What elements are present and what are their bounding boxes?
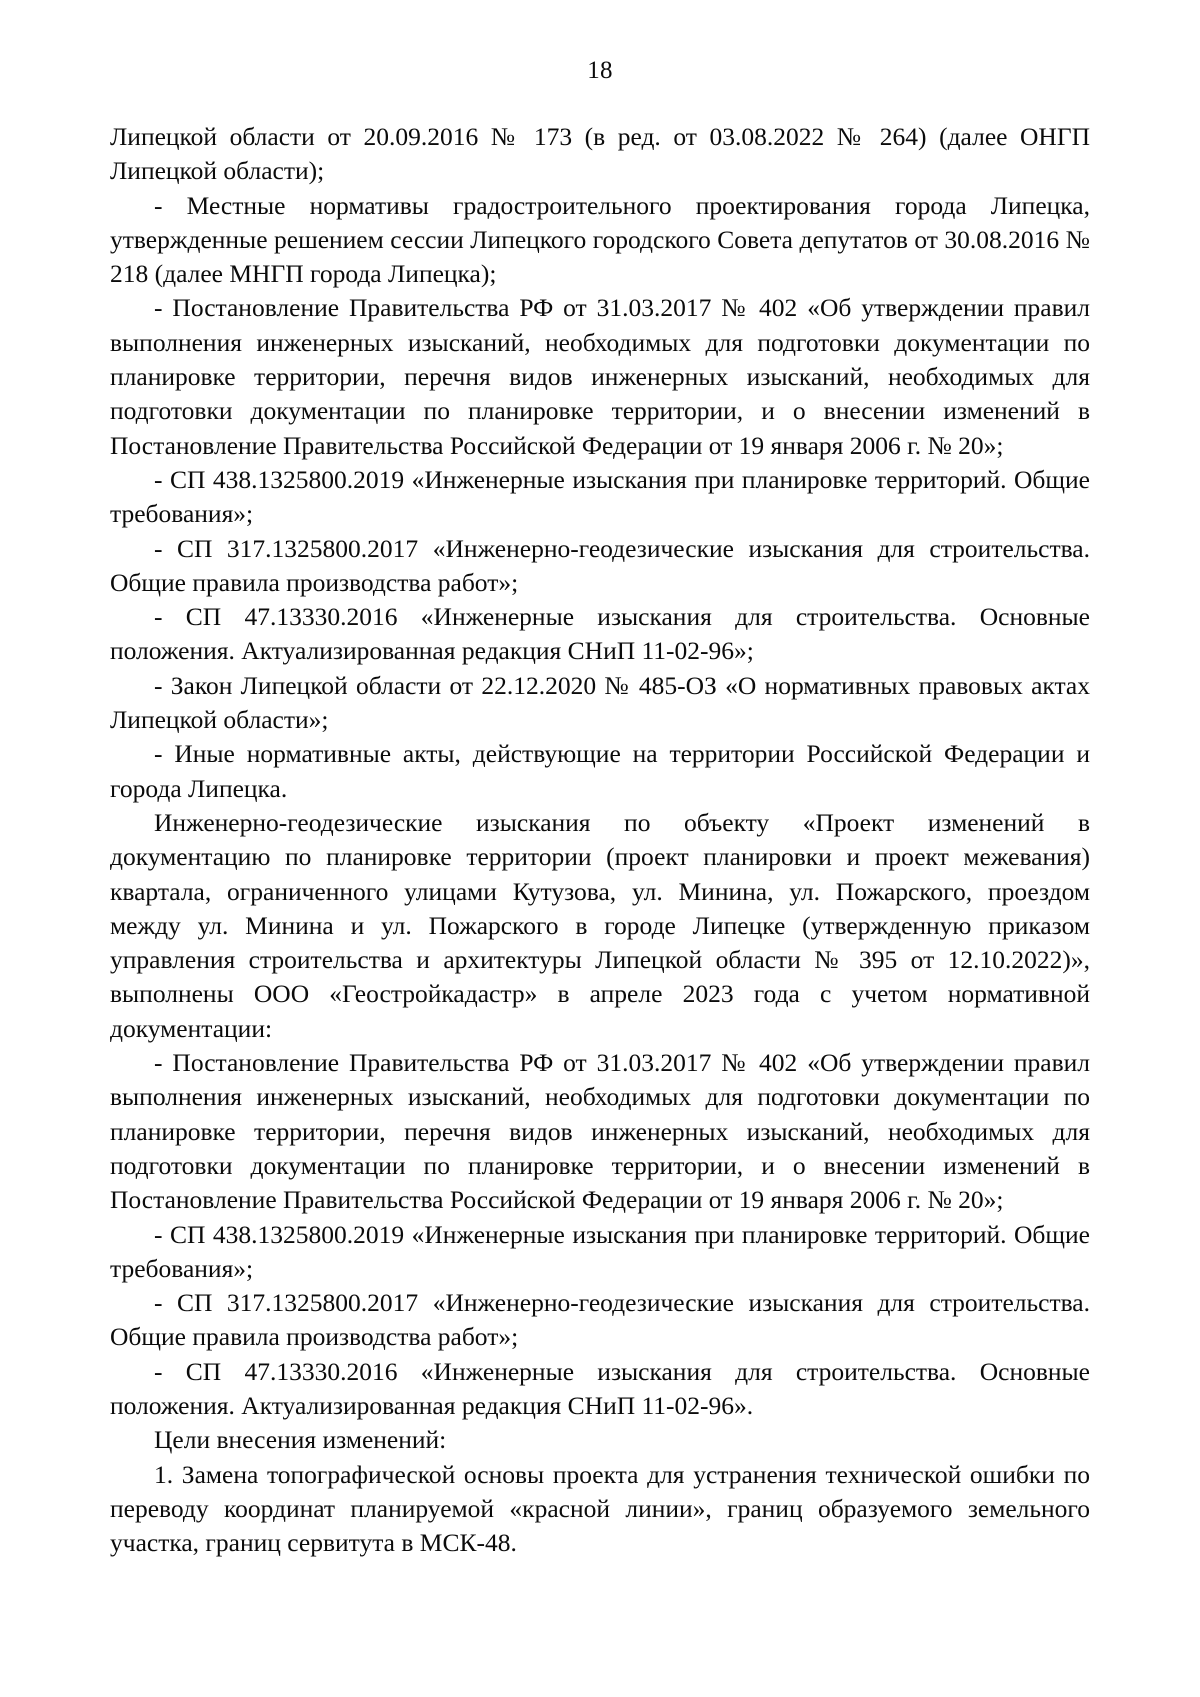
paragraph: - СП 438.1325800.2019 «Инженерные изыскания при планировке территорий. Общие требования»; bbox=[110, 1219, 1090, 1283]
paragraph: - СП 317.1325800.2017 «Инженерно-геодезические изыскания для строительства. Общие правила производства работ»; bbox=[110, 533, 1090, 597]
paragraph: - Постановление Правительства РФ от 31.03.2017 № 402 «Об утверждении правил выполнения инженерных изысканий, необходимых для подготовки документации по планировке территории, перечня видов инженерных изысканий, необходимых для подготовки документации по планировке территории, и о внесении изменений в Постановление Правительства Российской Федерации от 19 января 2006 г. № 20»; bbox=[110, 1048, 1090, 1215]
paragraph: - Постановление Правительства РФ от 31.03.2017 № 402 «Об утверждении правил выполнения инженерных изысканий, необходимых для подготовки документации по планировке территории, перечня видов инженерных изысканий, необходимых для подготовки документации по планировке территории, и о внесении изменений в Постановление Правительства Российской Федерации от 19 января 2006 г. № 20»; bbox=[110, 293, 1090, 460]
paragraph: - СП 438.1325800.2019 «Инженерные изыскания при планировке территорий. Общие требования»; bbox=[110, 464, 1090, 529]
paragraph: - СП 317.1325800.2017 «Инженерно-геодезические изыскания для строительства. Общие правила производства работ»; bbox=[110, 1288, 1090, 1352]
paragraph: Цели внесения изменений: bbox=[154, 1425, 447, 1455]
paragraph: - Иные нормативные акты, действующие на территории Российской Федерации и города Липецка. bbox=[110, 739, 1090, 803]
paragraph: Липецкой области от 20.09.2016 № 173 (в ред. от 03.08.2022 № 264) (далее ОНГП Липецкой области); bbox=[110, 122, 1090, 186]
paragraph: 1. Замена топографической основы проекта для устранения технической ошибки по переводу координат планируемой «красной линии», границ образуемого земельного участка, границ сервитута в МСК-48. bbox=[110, 1459, 1090, 1558]
paragraph: - СП 47.13330.2016 «Инженерные изыскания для строительства. Основные положения. Актуализированная редакция СНиП 11-02-96». bbox=[110, 1356, 1090, 1420]
document-body bbox=[110, 120, 1090, 1560]
paragraph: - Закон Липецкой области от 22.12.2020 № 485-ОЗ «О нормативных правовых актах Липецкой области»; bbox=[110, 670, 1090, 735]
paragraph: - Местные нормативы градостроительного проектирования города Липецка, утвержденные решением сессии Липецкого городского Совета депутатов от 30.08.2016 № 218 (далее МНГП города Липецка); bbox=[110, 190, 1090, 289]
paragraph: Инженерно-геодезические изыскания по объекту «Проект изменений в документацию по планировке территории (проект планировки и проект межевания) квартала, ограниченного улицами Кутузова, ул. Минина, ул. Пожарского, проездом между ул. Минина и ул. Пожарского в городе Липецке (утвержденную приказом управления строительства и архитектуры Липецкой области № 395 от 12.10.2022)», выполнены ООО «Геостройкадастр» в апреле 2023 года с учетом нормативной документации: bbox=[110, 807, 1090, 1043]
page-number: 18 bbox=[587, 57, 613, 84]
paragraph: - СП 47.13330.2016 «Инженерные изыскания для строительства. Основные положения. Актуализированная редакция СНиП 11-02-96»; bbox=[110, 602, 1090, 666]
